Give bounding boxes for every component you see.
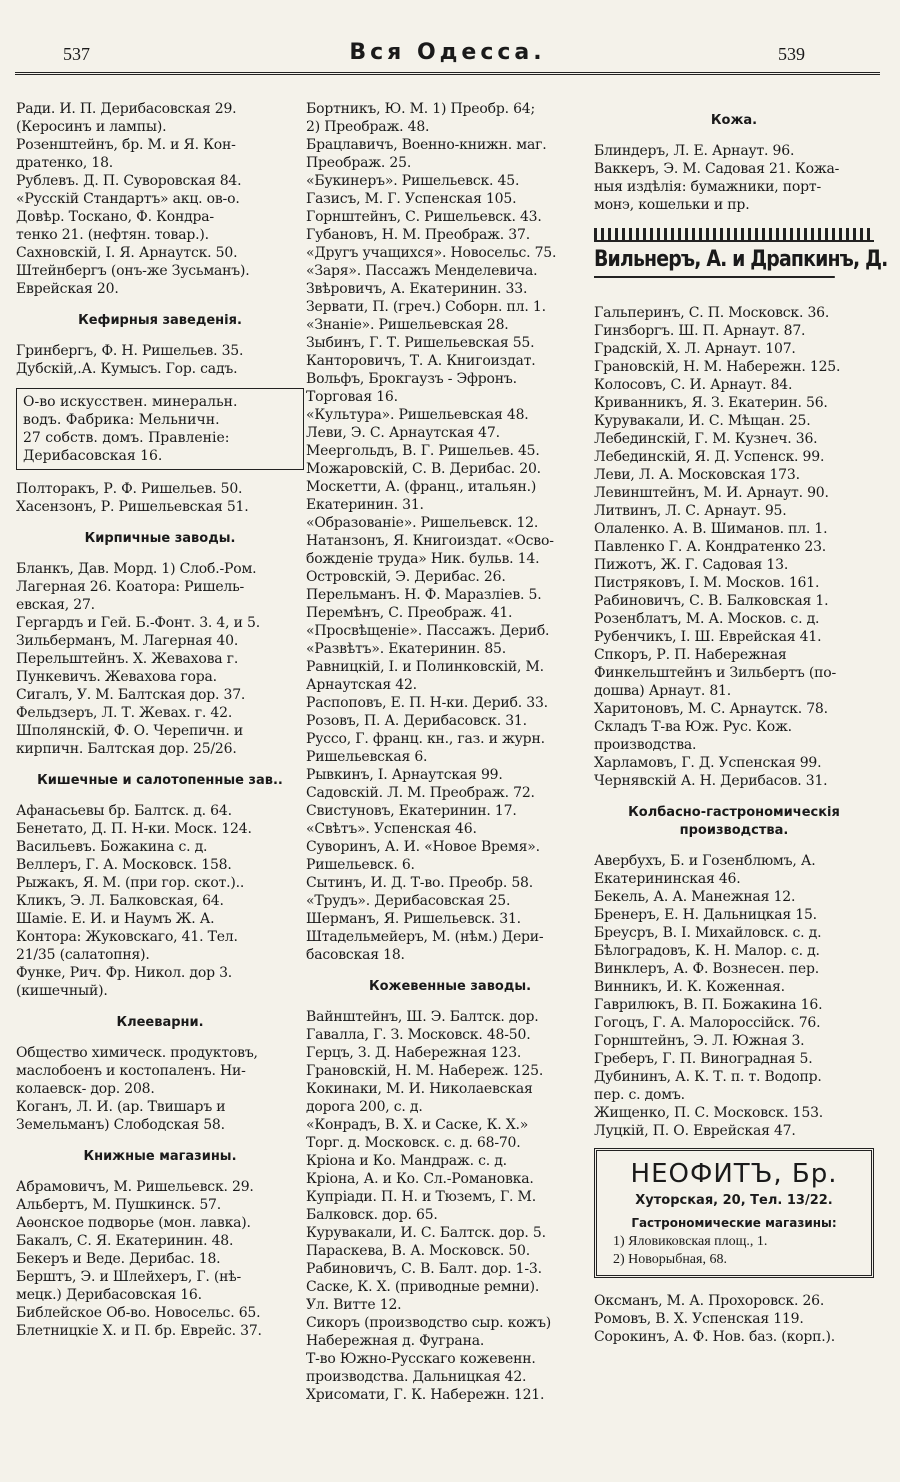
directory-entry: Афанасьевы бр. Балтск. д. 64. — [16, 803, 232, 819]
neofit-ad-box — [594, 1148, 874, 1278]
directory-entry: «Развѣтъ». Екатеринин. 85. — [306, 641, 507, 657]
directory-entry: Рыжакъ, Я. М. (при гор. скот.).. — [16, 875, 245, 891]
directory-entry: кирпичн. Балтская дор. 25/26. — [16, 741, 237, 757]
directory-entry: Ради. И. П. Дерибасовская 29. — [16, 101, 237, 117]
section-heading-brick: Кирпичные заводы. — [84, 531, 236, 546]
entry-list — [605, 1233, 863, 1269]
column-2 — [306, 100, 594, 1404]
directory-entry: Берштъ, Э. и Шлейхеръ, Г. (нѣ- — [16, 1269, 242, 1285]
directory-entry: Равницкій, I. и Полинковскій, М. — [306, 659, 544, 675]
directory-entry: божденіе труда» Ник. бульв. 14. — [306, 551, 540, 567]
entry-list — [594, 304, 874, 790]
section-heading-bookshops: Книжные магазины. — [83, 1149, 237, 1164]
entry-list — [594, 142, 874, 214]
directory-entry: Гринбергъ, Ф. Н. Ришельев. 35. — [16, 343, 244, 359]
directory-entry: Леви, Л. А. Московская 173. — [594, 467, 800, 483]
directory-entry: «Образованіе». Ришельевск. 12. — [306, 515, 539, 531]
directory-entry: Бакалъ, С. Я. Екатеринин. 48. — [16, 1233, 234, 1249]
directory-entry: Полторакъ, Р. Ф. Ришельев. 50. — [16, 481, 243, 497]
directory-entry: Распоповъ, Е. П. Н-ки. Дериб. 33. — [306, 695, 548, 711]
directory-entry: Функе, Рич. Фр. Никол. дор 3. — [16, 965, 233, 981]
neofit-subtitle: Гастрономические магазины: — [631, 1216, 837, 1230]
directory-entry: Садовскій. Л. М. Преображ. 72. — [306, 785, 535, 801]
section-heading-intestine: Кишечные и салотопенные зав.. — [37, 773, 283, 788]
directory-entry: производства. Дальницкая 42. — [306, 1369, 527, 1385]
directory-entry: Рублевъ. Д. П. Суворовская 84. — [16, 173, 242, 189]
directory-entry: Леви, Э. С. Арнаутская 47. — [306, 425, 500, 441]
directory-entry: Арнаутская 42. — [306, 677, 417, 693]
directory-entry: ныя издѣлія: бумажники, порт- — [594, 179, 821, 195]
section-heading-tanneries: Кожевенные заводы. — [368, 979, 532, 994]
entry-list — [16, 100, 304, 298]
directory-entry: «Трудъ». Дерибасовская 25. — [306, 893, 511, 909]
ornament-border — [594, 228, 874, 242]
directory-entry: Канторовичъ, Т. А. Книгоиздат. — [306, 353, 536, 369]
directory-entry: «Букинеръ». Ришельевск. 45. — [306, 173, 520, 189]
directory-entry: Пистряковъ, I. М. Москов. 161. — [594, 575, 820, 591]
entry-list — [306, 1008, 594, 1404]
directory-entry: Розовъ, П. А. Дерибасовск. 31. — [306, 713, 527, 729]
directory-entry: пер. с. домъ. — [594, 1087, 685, 1103]
entry-list — [16, 560, 304, 758]
directory-entry: Лагерная 26. Коатора: Ришель- — [16, 579, 245, 595]
directory-entry: Сорокинъ, А. Ф. Нов. баз. (корп.). — [594, 1329, 836, 1345]
directory-entry: Ромовъ, В. Х. Успенская 119. — [594, 1311, 804, 1327]
vilner-drapkin-ad: Вильнеръ, А. и Драпкинъ, Д. — [594, 244, 835, 278]
column-3 — [594, 100, 888, 1346]
directory-entry: Сытинъ, И. Д. Т-во. Преобр. 58. — [306, 875, 533, 891]
directory-entry: «Заря». Пассажъ Менделевича. — [306, 263, 538, 279]
directory-entry: Васильевъ. Божакина с. д. — [16, 839, 208, 855]
directory-entry: Губановъ, Н. М. Преображ. 37. — [306, 227, 530, 243]
directory-entry: Екатерининская 46. — [594, 871, 741, 887]
directory-entry: Гальперинъ, С. П. Московск. 36. — [594, 305, 830, 321]
directory-entry: Коганъ, Л. И. (ар. Твишаръ и — [16, 1099, 226, 1115]
directory-entry: Штадельмейеръ, М. (нѣм.) Дери- — [306, 929, 544, 945]
directory-entry: Торг. д. Московск. с. д. 68-70. — [306, 1135, 521, 1151]
directory-entry: дратенко, 18. — [16, 155, 114, 171]
section-heading-leather: Кожа. — [710, 113, 758, 128]
directory-entry: Бреусръ, В. I. Михайловск. с. д. — [594, 925, 822, 941]
directory-entry: Ришельевск. 6. — [306, 857, 415, 873]
directory-entry: евская, 27. — [16, 597, 95, 613]
page-number-left: 537 — [63, 44, 90, 64]
directory-entry: Штейнбергъ (онъ-же Зусьманъ). — [16, 263, 250, 279]
directory-entry: 2) Преображ. 48. — [306, 119, 430, 135]
directory-entry: Ришельевская 6. — [306, 749, 428, 765]
directory-entry: маслобоенъ и костопаленъ. Ни- — [16, 1063, 246, 1079]
entry-list — [594, 852, 874, 1140]
directory-entry: Шаміе. Е. И. и Наумъ Ж. А. — [16, 911, 215, 927]
directory-entry: Винникъ, И. К. Коженная. — [594, 979, 785, 995]
directory-entry: Газисъ, М. Г. Успенская 105. — [306, 191, 517, 207]
directory-entry: Бренеръ, Е. Н. Дальницкая 15. — [594, 907, 817, 923]
directory-entry: Кріона и Ко. Мандраж. с. д. — [306, 1153, 507, 1169]
directory-entry: 21/35 (салатопня). — [16, 947, 150, 963]
directory-entry: производства. — [594, 737, 697, 753]
directory-entry: мецк.) Дерибасовская 16. — [16, 1287, 202, 1303]
directory-entry: (кишечный). — [16, 983, 108, 999]
directory-entry: Перемѣнъ, С. Преображ. 41. — [306, 605, 513, 621]
mineral-water-ad-box — [16, 388, 304, 470]
directory-entry: Купріади. П. Н. и Тюземъ, Г. М. — [306, 1189, 536, 1205]
directory-entry: Зервати, П. (греч.) Соборн. пл. 1. — [306, 299, 546, 315]
directory-entry: Довѣр. Тоскано, Ф. Кондра- — [16, 209, 214, 225]
section-heading-sausage: Колбасно-гастрономическія производства. — [628, 805, 840, 838]
directory-entry: 27 собств. домъ. Правленіе: — [23, 430, 230, 446]
directory-entry: Левинштейнъ, М. И. Арнаут. 90. — [594, 485, 829, 501]
directory-entry: Харламовъ, Г. Д. Успенская 99. — [594, 755, 822, 771]
directory-entry: Хрисомати, Г. К. Набережн. 121. — [306, 1387, 545, 1403]
directory-entry: Натанзонъ, Я. Книгоиздат. «Осво- — [306, 533, 554, 549]
entry-list — [16, 802, 304, 1000]
entry-list — [594, 1292, 874, 1346]
directory-entry: Сикоръ (производство сыр. кожъ) — [306, 1315, 552, 1331]
directory-entry: Руссо, Г. франц. кн., газ. и журн. — [306, 731, 545, 747]
directory-entry: «Другъ учащихся». Новосельс. 75. — [306, 245, 557, 261]
directory-entry: Жищенко, П. С. Московск. 153. — [594, 1105, 824, 1121]
directory-entry: Криванникъ, Я. З. Екатерин. 56. — [594, 395, 828, 411]
directory-entry: Пижотъ, Ж. Г. Садовая 13. — [594, 557, 789, 573]
section-heading-kefir: Кефирныя заведенія. — [78, 313, 242, 328]
directory-entry: Рубенчикъ, I. Ш. Еврейская 41. — [594, 629, 822, 645]
directory-entry: Пункевичъ. Жевахова гора. — [16, 669, 217, 685]
directory-entry: Ваккеръ, Э. М. Садовая 21. Кожа- — [594, 161, 840, 177]
directory-entry: Перельманъ. Н. Ф. Маразліев. 5. — [306, 587, 542, 603]
directory-entry: Бекеръ и Веде. Дерибас. 18. — [16, 1251, 221, 1267]
directory-entry: тенко 21. (нефтян. товар.). — [16, 227, 209, 243]
directory-entry: Финкельштейнъ и Зильбертъ (по- — [594, 665, 836, 681]
directory-entry: О-во искусствен. минеральн. — [23, 394, 238, 410]
directory-entry: Веллеръ, Г. А. Московск. 158. — [16, 857, 232, 873]
directory-entry: Горнштейнъ, С. Ришельевск. 43. — [306, 209, 542, 225]
directory-entry: Грановскій, Н. М. Набережн. 125. — [594, 359, 841, 375]
directory-entry: «Знаніе». Ришельевская 28. — [306, 317, 509, 333]
column-1 — [16, 100, 304, 1340]
directory-entry: Курувакали, И. С. Мѣщан. 25. — [594, 413, 811, 429]
directory-entry: Вольфъ, Брокгаузъ - Эфронъ. — [306, 371, 517, 387]
directory-entry: водъ. Фабрика: Мельничн. — [23, 412, 220, 428]
directory-entry: Бекель, А. А. Манежная 12. — [594, 889, 796, 905]
directory-entry: Розенштейнъ, бр. М. и Я. Кон- — [16, 137, 236, 153]
directory-entry: Зильберманъ, М. Лагерная 40. — [16, 633, 239, 649]
directory-entry: Дубскій,.А. Кумысъ. Гор. садъ. — [16, 361, 238, 377]
directory-entry: Рывкинъ, I. Арнаутская 99. — [306, 767, 503, 783]
directory-entry: Зыбинъ, Г. Т. Ришельевская 55. — [306, 335, 535, 351]
directory-entry: Горнштейнъ, Э. Л. Южная 3. — [594, 1033, 805, 1049]
directory-entry: Курувакали, И. С. Балтск. дор. 5. — [306, 1225, 546, 1241]
directory-entry: (Керосинъ и лампы). — [16, 119, 167, 135]
directory-entry: «Конрадъ, В. Х. и Саске, К. Х.» — [306, 1117, 529, 1133]
entry-list — [16, 480, 304, 516]
directory-entry: Дерибасовская 16. — [23, 448, 163, 464]
directory-entry: Винклеръ, А. Ф. Вознесен. пер. — [594, 961, 820, 977]
directory-entry: Хасензонъ, Р. Ришельевская 51. — [16, 499, 249, 515]
directory-entry: Екатеринин. 31. — [306, 497, 424, 513]
directory-entry: Общество химическ. продуктовъ, — [16, 1045, 258, 1061]
directory-entry: Гаврилюкъ, В. П. Божакина 16. — [594, 997, 823, 1013]
neofit-address: Хуторская, 20, Тел. 13/22. — [635, 1193, 833, 1208]
directory-entry: 2) Новорыбная, 68. — [613, 1252, 727, 1267]
directory-entry: Авербухъ, Б. и Гозенблюмъ, А. — [594, 853, 816, 869]
directory-entry: Сахновскій, I. Я. Арнаутск. 50. — [16, 245, 238, 261]
directory-entry: Блиндеръ, Л. Е. Арнаут. 96. — [594, 143, 795, 159]
directory-entry: Олаленко. А. В. Шиманов. пл. 1. — [594, 521, 828, 537]
directory-entry: Шерманъ, Я. Ришельевск. 31. — [306, 911, 521, 927]
directory-entry: Кликъ, Э. Л. Балковская, 64. — [16, 893, 224, 909]
directory-entry: Рабиновичъ, С. В. Балковская 1. — [594, 593, 829, 609]
directory-entry: Павленко Г. А. Кондратенко 23. — [594, 539, 827, 555]
directory-entry: Москетти, А. (франц., итальян.) — [306, 479, 537, 495]
neofit-name: НЕОФИТЪ, Бр. — [630, 1159, 838, 1189]
directory-entry: Можаровскій, С. В. Дерибас. 20. — [306, 461, 541, 477]
directory-entry: басовская 18. — [306, 947, 405, 963]
directory-entry: Спкоръ, Р. П. Набережная — [594, 647, 787, 663]
directory-entry: Оксманъ, М. А. Прохоровск. 26. — [594, 1293, 825, 1309]
directory-entry: «Русскій Стандартъ» акц. ов-о. — [16, 191, 240, 207]
directory-entry: Бенетато, Д. П. Н-ки. Моск. 124. — [16, 821, 252, 837]
entry-list — [306, 100, 594, 964]
directory-entry: Ул. Витте 12. — [306, 1297, 402, 1313]
directory-entry: Лебединскій, Г. М. Кузнеч. 36. — [594, 431, 818, 447]
directory-entry: Грановскій, Н. М. Набереж. 125. — [306, 1063, 544, 1079]
directory-entry: Брацлавичъ, Военно-книжн. маг. — [306, 137, 547, 153]
directory-entry: Рабиновичъ, С. В. Балт. дор. 1-3. — [306, 1261, 542, 1277]
entry-list — [23, 393, 297, 465]
directory-entry: Меергольдъ, В. Г. Ришельев. 45. — [306, 443, 540, 459]
directory-entry: Гогоцъ, Г. А. Малороссійск. 76. — [594, 1015, 821, 1031]
directory-entry: Аѳонское подворье (мон. лавка). — [16, 1215, 251, 1231]
directory-entry: «Просвѣщеніе». Пассажъ. Дериб. — [306, 623, 550, 639]
directory-entry: Торговая 16. — [306, 389, 398, 405]
directory-entry: Луцкій, П. О. Еврейская 47. — [594, 1123, 796, 1139]
entry-list — [16, 1044, 304, 1134]
directory-entry: Гинзборгъ. Ш. П. Арнаут. 87. — [594, 323, 806, 339]
directory-entry: Шполянскій, Ф. О. Черепичн. и — [16, 723, 244, 739]
section-heading-glue: Клееварни. — [116, 1015, 204, 1030]
directory-entry: Складъ Т-ва Юж. Рус. Кож. — [594, 719, 792, 735]
directory-entry: Библейское Об-во. Новосельс. 65. — [16, 1305, 261, 1321]
directory-entry: Абрамовичъ, М. Ришельевск. 29. — [16, 1179, 254, 1195]
directory-entry: Звѣровичъ, А. Екатеринин. 33. — [306, 281, 528, 297]
directory-entry: Греберъ, Г. П. Виноградная 5. — [594, 1051, 813, 1067]
directory-entry: Розенблатъ, М. А. Москов. с. д. — [594, 611, 820, 627]
directory-entry: Преображ. 25. — [306, 155, 412, 171]
directory-entry: Кріона, А. и Ко. Сл.-Романовка. — [306, 1171, 534, 1187]
directory-entry: Дубининъ, А. К. Т. п. т. Водопр. — [594, 1069, 822, 1085]
directory-entry: «Свѣтъ». Успенская 46. — [306, 821, 477, 837]
directory-entry: «Культура». Ришельевская 48. — [306, 407, 529, 423]
directory-entry: Саске, К. Х. (приводные ремни). — [306, 1279, 540, 1295]
directory-entry: дошва) Арнаут. 81. — [594, 683, 731, 699]
directory-entry: Суворинъ, А. И. «Новое Время». — [306, 839, 540, 855]
directory-entry: Еврейская 20. — [16, 281, 119, 297]
directory-entry: Альбертъ, М. Пушкинск. 57. — [16, 1197, 222, 1213]
directory-entry: Гергардъ и Гей. Б.-Фонт. 3. 4, и 5. — [16, 615, 260, 631]
directory-entry: Фельдзеръ, Л. Т. Жевах. г. 42. — [16, 705, 233, 721]
directory-entry: Бѣлоградовъ, К. Н. Малор. с. д. — [594, 943, 820, 959]
entry-list — [16, 342, 304, 378]
entry-list — [16, 1178, 304, 1340]
directory-entry: Герцъ, З. Д. Набережная 123. — [306, 1045, 522, 1061]
directory-entry: Параскева, В. А. Московск. 50. — [306, 1243, 530, 1259]
directory-entry: Гавалла, Г. З. Московск. 48-50. — [306, 1027, 531, 1043]
page-header — [15, 38, 880, 75]
directory-entry: Земельманъ) Слободская 58. — [16, 1117, 225, 1133]
directory-entry: Бланкъ, Дав. Морд. 1) Слоб.-Ром. — [16, 561, 257, 577]
directory-entry: Перельштейнъ. Х. Жевахова г. — [16, 651, 239, 667]
directory-entry: Градскій, Х. Л. Арнаут. 107. — [594, 341, 796, 357]
directory-entry: Сигалъ, У. М. Балтская дор. 37. — [16, 687, 246, 703]
directory-entry: Колосовъ, С. И. Арнаут. 84. — [594, 377, 793, 393]
directory-entry: 1) Яловиковская площ., 1. — [613, 1234, 768, 1249]
directory-entry: Блетницкіе Х. и П. бр. Еврейс. 37. — [16, 1323, 262, 1339]
directory-entry: колаевск- дор. 208. — [16, 1081, 155, 1097]
directory-entry: Контора: Жуковскаго, 41. Тел. — [16, 929, 238, 945]
directory-entry: Литвинъ, Л. С. Арнаут. 95. — [594, 503, 787, 519]
directory-entry: Бортникъ, Ю. М. 1) Преобр. 64; — [306, 101, 536, 117]
directory-entry: Лебединскій, Я. Д. Успенск. 99. — [594, 449, 825, 465]
running-title: Вся Одесса. — [349, 40, 546, 65]
directory-entry: Харитоновъ, М. С. Арнаутск. 78. — [594, 701, 828, 717]
directory-entry: монэ, кошельки и пр. — [594, 197, 750, 213]
page-number-right: 539 — [778, 44, 805, 64]
directory-entry: Островскій, Э. Дерибас. 26. — [306, 569, 506, 585]
directory-entry: Т-во Южно-Русскаго кожевенн. — [306, 1351, 536, 1367]
directory-entry: Кокинаки, М. И. Николаевская — [306, 1081, 533, 1097]
directory-entry: Чернявскій А. Н. Дерибасов. 31. — [594, 773, 828, 789]
directory-entry: Свистуновъ, Екатеринин. 17. — [306, 803, 517, 819]
directory-entry: Балковск. дор. 65. — [306, 1207, 438, 1223]
directory-entry: Набережная д. Фуграна. — [306, 1333, 485, 1349]
directory-entry: Вайнштейнъ, Ш. Э. Балтск. дор. — [306, 1009, 539, 1025]
directory-entry: дорога 200, с. д. — [306, 1099, 423, 1115]
